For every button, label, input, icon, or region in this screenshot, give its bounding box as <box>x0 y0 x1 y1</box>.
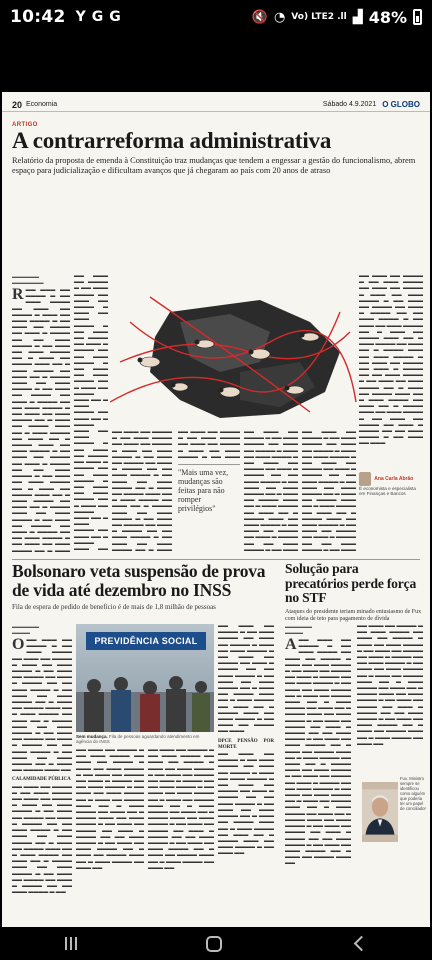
navigation-bar <box>0 927 432 960</box>
body-column: ▬▬▬▬▬▬ ▬▬▬▬ O ▬▬ ▬▬▬ ▬▬ ▬▬▬▬ ▬ ▬▬ ▬▬▬ ▬▬▬▬ ▬▬ ▬▬▬ ▬▬ ▬▬▬▬ ▬ ▬▬▬ ▬▬ ▬▬▬ ▬▬▬▬ ▬ ▬▬ ▬▬▬ ▬▬ ▬▬▬▬ ▬▬ ▬▬▬ ▬ ▬▬▬▬ ▬▬ ▬▬ ▬▬▬ ▬▬▬▬ ▬ ▬▬ ▬▬▬ ▬▬ ▬▬▬ ▬▬▬▬ ▬▬ ▬ ▬▬▬ ▬▬ ▬▬▬▬ ▬▬▬ ▬▬ ▬ ▬▬▬ ▬▬▬▬ ▬▬ ▬▬▬ ▬▬ ▬ ▬▬▬▬ ▬▬▬ ▬▬ ▬▬▬ ▬▬▬▬ ▬ ▬▬ ▬▬▬ ▬▬ ▬▬▬▬ ▬▬ ▬▬▬ ▬ ▬▬▬▬ ▬▬ ▬▬ ▬▬▬ ▬▬▬▬ ▬ ▬▬ ▬▬▬ ▬▬ ▬▬▬ ▬▬▬▬ ▬▬ ▬ ▬▬▬ ▬▬ ▬▬▬▬ ▬▬▬ ▬▬ CALAMIDADE PÚBLICA ▬▬ ▬▬▬ ▬▬ ▬▬▬▬ ▬ ▬▬ ▬▬▬ ▬▬▬▬ ▬▬ ▬▬▬ ▬▬ ▬▬▬▬ ▬ ▬▬▬ ▬▬ ▬▬▬ ▬▬▬▬ ▬ ▬▬ ▬▬▬ ▬▬ ▬▬▬▬ ▬▬ ▬▬▬ ▬ ▬▬▬▬ ▬▬ ▬▬ ▬▬▬ ▬▬▬▬ ▬ ▬▬ ▬▬▬ ▬▬ ▬▬▬ ▬▬▬▬ ▬▬ ▬ ▬▬▬ ▬▬ ▬▬▬▬ ▬▬▬ ▬▬ ▬ ▬▬▬ ▬▬▬▬ ▬▬ ▬▬▬ ▬▬ ▬ ▬▬▬▬ ▬▬▬ ▬▬ ▬▬▬ ▬▬▬▬ ▬ ▬▬ ▬▬▬ ▬▬ ▬▬▬▬ ▬▬ ▬▬▬ ▬ ▬▬▬▬ ▬▬ ▬▬ ▬▬▬ ▬▬▬▬ ▬ ▬▬ <box>12 624 72 896</box>
body-column: ▬▬ ▬▬▬ ▬▬ ▬▬▬▬ ▬ ▬▬ ▬▬▬ ▬▬▬▬ ▬▬ ▬▬▬ ▬▬ ▬▬▬▬ ▬ ▬▬▬ ▬▬ ▬▬▬ ▬▬▬▬ ▬ ▬▬ ▬▬▬ ▬▬ ▬▬▬▬ ▬▬ ▬▬▬ ▬ ▬▬▬▬ ▬▬ ▬▬ ▬▬▬ ▬▬▬▬ ▬ ▬▬ ▬▬▬ ▬▬ ▬▬▬ ▬▬▬▬ ▬▬ ▬ ▬▬▬ ▬▬ ▬▬▬▬ ▬▬▬ ▬▬ ▬ ▬▬▬ ▬▬▬▬ ▬▬ ▬▬▬ ▬▬ ▬ ▬▬▬▬ ▬▬▬ ▬▬ ▬▬▬ ▬▬▬▬ ▬ ▬▬ ▬▬▬ ▬▬ ▬▬▬▬ ▬▬ ▬▬▬ ▬ ▬▬▬▬ ▬▬ ▬▬ ▬▬▬ ▬▬▬▬ ▬ ▬▬ ▬▬▬ ▬▬ ▬▬▬ ▬▬▬▬ ▬▬ ▬ ▬▬▬ <box>112 430 172 553</box>
body-column: ▬▬ ▬▬▬ ▬▬ ▬▬▬▬ ▬ ▬▬ ▬▬▬ ▬▬▬▬ ▬▬ ▬▬▬ ▬▬ ▬▬▬▬ ▬ ▬▬▬ ▬▬ ▬▬▬ ▬▬▬▬ ▬ ▬▬ ▬▬▬ ▬▬ ▬▬▬▬ ▬▬ ▬▬▬ ▬ ▬▬▬▬ ▬▬ ▬▬ ▬▬▬ ▬▬▬▬ ▬ ▬▬ ▬▬▬ ▬▬ ▬▬▬ ▬▬▬▬ ▬▬ ▬ ▬▬▬ ▬▬ ▬▬▬▬ ▬▬▬ ▬▬ ▬ ▬▬▬ ▬▬▬▬ ▬▬ ▬▬▬ ▬▬ ▬ ▬▬▬▬ ▬▬▬ ▬▬ ▬▬▬ ▬▬▬▬ ▬ ▬▬ ▬▬▬ ▬▬ ▬▬▬▬ ▬▬ ▬▬▬ ▬ ▬▬▬▬ ▬▬ ▬▬ ▬▬▬ ▬▬▬▬ ▬ ▬▬ ▬▬▬ <box>302 430 356 553</box>
system-icons <box>252 8 422 27</box>
section-name: Economia <box>26 101 58 108</box>
body-column: ▬▬ ▬▬▬ ▬▬ ▬▬▬▬ ▬ ▬▬ ▬▬▬ ▬▬▬▬ ▬▬ ▬▬▬ ▬▬ ▬▬▬▬ ▬ ▬▬▬ ▬▬ ▬▬▬ ▬▬▬▬ ▬ ▬▬ ▬▬▬ ▬▬ ▬▬▬▬ ▬▬ ▬▬▬ ▬ ▬▬▬▬ ▬▬ ▬▬ ▬▬▬ ▬▬▬▬ ▬ ▬▬ ▬▬▬ ▬▬ ▬▬▬ ▬▬▬▬ ▬▬ ▬ ▬▬▬ ▬▬ ▬▬▬▬ ▬▬▬ ▬▬ ▬ ▬▬▬ ▬▬▬▬ ▬▬ ▬▬▬ ▬▬ ▬ ▬▬▬▬ ▬▬▬ ▬▬ ▬▬▬ ▬▬▬▬ ▬ ▬▬ ▬▬▬ ▬▬ ▬▬▬▬ ▬▬ ▬▬▬ ▬ ▬▬▬▬ ▬▬ ▬▬ ▬▬▬ ▬▬▬▬ ▬ ▬▬ ▬▬▬ ▬▬ ▬▬▬ ▬▬▬▬ ▬▬ ▬ ▬▬▬ ▬▬ ▬▬▬▬ ▬▬▬ ▬▬ ▬ ▬▬▬ ▬▬▬▬ ▬▬ ▬▬▬ ▬▬ ▬ ▬▬▬▬ ▬▬▬ ▬▬ ▬▬▬ ▬▬▬▬ ▬ ▬▬ ▬▬▬ ▬▬ ▬▬▬▬ ▬▬ ▬▬▬ ▬ ▬▬▬▬ ▬▬ ▬▬ ▬▬▬ ▬▬▬▬ ▬ ▬▬ ▬▬▬ ▬▬ ▬▬▬ <box>359 274 423 447</box>
main-article-body <box>2 274 430 560</box>
page-number: 20 <box>12 99 23 110</box>
battery-percent: 48% <box>368 7 407 27</box>
precatorios-headline: Solução para precatórios perde força no STF <box>285 561 417 605</box>
drop-cap: O <box>12 636 25 653</box>
body-column: ▬▬ ▬▬▬ ▬▬ ▬▬▬▬ ▬ ▬▬ ▬▬▬ ▬▬▬▬ ▬▬ ▬▬▬ ▬▬ ▬▬▬▬ ▬ ▬▬▬ ▬▬ ▬▬▬ ▬▬▬▬ ▬ ▬▬ ▬▬▬ <box>178 430 240 460</box>
author-bio: É economista e especialista em Finanças e Bancos <box>359 486 416 497</box>
google-notification-icon: G <box>91 9 104 25</box>
fux-portrait <box>362 782 398 842</box>
bolsonaro-headline: Bolsonaro veta suspensão de prova de vida até dezembro no INSS <box>12 561 266 600</box>
section-divider <box>12 559 420 560</box>
pull-quote: "Mais uma vez, mudanças são feitas para não romper privilégios" <box>178 464 240 513</box>
recents-button[interactable] <box>65 937 77 950</box>
newspaper-page[interactable] <box>2 92 430 927</box>
caption-text: Fila de pessoas aguardando atendimento em agência do INSS <box>76 734 200 745</box>
google-notification-icon: G <box>109 9 121 25</box>
author-box <box>359 472 423 497</box>
bolsonaro-deck: Fila de espera de pedido de benefício é de mais de 1,8 milhão de pessoas <box>12 603 216 611</box>
byline: ▬▬▬▬▬▬ ▬▬▬▬▬▬▬ <box>12 274 44 285</box>
battery-icon <box>413 9 422 25</box>
page-date: Sábado 4.9.2021 <box>322 101 377 108</box>
body-column: ▬▬ ▬▬▬ ▬▬ ▬▬▬▬ ▬ ▬▬ ▬▬▬ ▬▬▬▬ ▬▬ ▬▬▬ ▬▬ ▬▬▬▬ ▬ ▬▬▬ ▬▬ ▬▬▬ ▬▬▬▬ ▬ ▬▬ ▬▬▬ ▬▬ ▬▬▬▬ ▬▬ ▬▬▬ ▬ ▬▬▬▬ ▬▬ ▬▬ ▬▬▬ ▬▬▬▬ ▬ ▬▬ ▬▬▬ ▬▬ ▬▬▬ ▬▬▬▬ ▬▬ ▬ ▬▬▬ ▬▬ ▬▬▬▬ ▬▬▬ ▬▬ ▬ ▬▬▬ ▬▬▬▬ ▬▬ ▬▬▬ ▬▬ ▬ ▬▬▬▬ ▬▬▬ ▬▬ ▬▬▬ ▬▬▬▬ ▬ ▬▬ ▬▬▬ ▬▬ ▬▬▬▬ ▬▬ ▬▬▬ ▬ ▬▬▬▬ ▬▬ ▬▬ ▬▬▬ ▬▬▬▬ ▬ ▬▬ ▬▬▬ ▬▬ ▬▬▬ ▬▬▬▬ ▬▬ ▬ ▬▬▬ ▬▬ ▬▬▬▬ ▬▬▬ ▬▬ ▬ ▬▬▬ ▬▬▬▬ ▬▬ ▬▬▬ ▬▬ <box>357 624 423 747</box>
precatorios-deck: Ataques do presidente teriam minado entusiasmo de Fux com ideia de teto para pagamento de dívida <box>285 608 422 622</box>
article-kicker: ARTIGO <box>12 122 38 128</box>
main-headline: A contrarreforma administrativa <box>12 128 332 153</box>
signal-icon: ▟ <box>352 9 363 25</box>
drop-cap: A <box>285 636 297 653</box>
clock: 10:42 <box>10 7 66 27</box>
body-column: ▬▬▬▬▬▬ ▬▬▬▬▬▬▬ R ▬▬ ▬▬▬ ▬▬ ▬▬▬▬ ▬ ▬▬ ▬▬▬ ▬▬▬▬ ▬▬ ▬▬▬ ▬▬ ▬▬▬▬ ▬ ▬▬▬ ▬▬ ▬▬▬ ▬▬▬▬ ▬ ▬▬ ▬▬▬ ▬▬ ▬▬▬▬ ▬▬ ▬▬▬ ▬ ▬▬▬▬ ▬▬ ▬▬ ▬▬▬ ▬▬▬▬ ▬ ▬▬ ▬▬▬ ▬▬ ▬▬▬ ▬▬▬▬ ▬▬ ▬ ▬▬▬ ▬▬ ▬▬▬▬ ▬▬▬ ▬▬ ▬ ▬▬▬ ▬▬▬▬ ▬▬ ▬▬▬ ▬▬ ▬ ▬▬▬▬ ▬▬▬ ▬▬ ▬▬▬ ▬▬▬▬ ▬ ▬▬ ▬▬▬ ▬▬ ▬▬▬▬ ▬▬ ▬▬▬ ▬ ▬▬▬▬ ▬▬ ▬▬ ▬▬▬ ▬▬▬▬ ▬ ▬▬ ▬▬▬ ▬▬ ▬▬▬ ▬▬▬▬ ▬▬ ▬ ▬▬▬ ▬▬ ▬▬▬▬ ▬▬▬ ▬▬ ▬ ▬▬▬ ▬▬▬▬ ▬▬ ▬▬▬ ▬▬ ▬ ▬▬▬▬ ▬▬▬ ▬▬ ▬▬▬ ▬▬▬▬ ▬ ▬▬ ▬▬▬ ▬▬ ▬▬▬▬ ▬▬ ▬▬▬ ▬ ▬▬▬▬ ▬▬ ▬▬ ▬▬▬ ▬▬▬▬ ▬ ▬▬ ▬▬▬ ▬▬ ▬▬▬ ▬▬▬▬ ▬▬ ▬ ▬▬▬ ▬▬ ▬▬▬▬ ▬▬▬ ▬▬ ▬ ▬▬▬ ▬▬▬▬ ▬▬ ▬▬▬ ▬▬ ▬ ▬▬▬▬ ▬▬▬ ▬▬ ▬▬▬ ▬▬▬▬ ▬ ▬▬ ▬▬▬ ▬▬ ▬▬▬▬ ▬▬ ▬▬▬ ▬ ▬▬▬▬ ▬▬ ▬▬ ▬▬▬ ▬▬▬▬ ▬ ▬▬ ▬▬▬ ▬▬ ▬▬▬ ▬▬▬▬ ▬▬ ▬ ▬▬▬ <box>12 274 70 554</box>
back-button[interactable] <box>354 936 370 952</box>
body-column: ▬▬ ▬▬▬ ▬▬ ▬▬▬▬ ▬ ▬▬ ▬▬▬ ▬▬▬▬ ▬▬ ▬▬▬ ▬▬ ▬▬▬▬ ▬ ▬▬▬ ▬▬ ▬▬▬ ▬▬▬▬ ▬ ▬▬ ▬▬▬ ▬▬ ▬▬▬▬ ▬▬ ▬▬▬ ▬ ▬▬▬▬ ▬▬ ▬▬ ▬▬▬ ▬▬▬▬ ▬ ▬▬ ▬▬▬ ▬▬ ▬▬▬ ▬▬▬▬ ▬▬ ▬ ▬▬▬ ▬▬ ▬▬▬▬ ▬▬▬ ▬▬ ▬ ▬▬▬ ▬▬▬▬ ▬▬ ▬▬▬ ▬▬ ▬ ▬▬▬▬ ▬▬▬ ▬▬ ▬▬▬ ▬▬▬▬ ▬ ▬▬ ▬▬▬ ▬▬ ▬▬▬▬ ▬▬ ▬▬▬ ▬ ▬▬▬▬ ▬▬ ▬▬ ▬▬▬ ▬▬▬▬ ▬ ▬▬ ▬▬▬ ▬▬ ▬▬▬ ▬▬▬▬ ▬▬ ▬ ▬▬▬ ▬▬ ▬▬▬▬ ▬▬▬ ▬▬ ▬ ▬▬▬ ▬▬▬▬ ▬▬ ▬▬▬ ▬▬ <box>76 748 144 871</box>
home-button[interactable] <box>206 936 222 952</box>
caption-label: Sem mudança. <box>76 734 108 739</box>
body-column: ▬▬ ▬▬▬ ▬▬ ▬▬▬▬ ▬ ▬▬ ▬▬▬ ▬▬▬▬ ▬▬ ▬▬▬ ▬▬ ▬▬▬▬ ▬ ▬▬▬ ▬▬ ▬▬▬ ▬▬▬▬ ▬ ▬▬ ▬▬▬ ▬▬ ▬▬▬▬ ▬▬ ▬▬▬ ▬ ▬▬▬▬ ▬▬ ▬▬ ▬▬▬ ▬▬▬▬ ▬ ▬▬ ▬▬▬ ▬▬ ▬▬▬ ▬▬▬▬ ▬▬ ▬ ▬▬▬ ▬▬ ▬▬▬▬ ▬▬▬ ▬▬ ▬ ▬▬▬ ▬▬▬▬ ▬▬ ▬▬▬ ▬▬ ▬ ▬▬▬▬ ▬▬▬ ▬▬ ▬▬▬ ▬▬▬▬ ▬ ▬▬ ▬▬▬ ▬▬ ▬▬▬▬ ▬▬ ▬▬▬ ▬ ▬▬▬▬ ▬▬ ▬▬ ▬▬▬ ▬▬▬▬ ▬ ▬▬ ▬▬▬ ▬▬ ▬▬▬ ▬▬▬▬ ▬▬ ▬ ▬▬▬ ▬▬ ▬▬▬▬ ▬▬▬ ▬▬ ▬ ▬▬▬ ▬▬▬▬ ▬▬ ▬▬▬ ▬▬ <box>148 748 214 871</box>
drop-cap: R <box>12 286 24 303</box>
body-column: ▬▬ ▬▬▬ ▬▬ ▬▬▬▬ ▬ ▬▬ ▬▬▬ ▬▬▬▬ ▬▬ ▬▬▬ ▬▬ ▬▬▬▬ ▬ ▬▬▬ ▬▬ ▬▬▬ ▬▬▬▬ ▬ ▬▬ ▬▬▬ ▬▬ ▬▬▬▬ ▬▬ ▬▬▬ ▬ ▬▬▬▬ ▬▬ ▬▬ ▬▬▬ ▬▬▬▬ ▬ ▬▬ ▬▬▬ ▬▬ ▬▬▬ ▬▬▬▬ ▬▬ ▬ ▬▬▬ ▬▬ ▬▬▬▬ ▬▬▬ ▬▬ ▬ ▬▬▬ ▬▬▬▬ ▬▬ ▬▬▬ ▬▬ ▬ ▬▬▬▬ ▬▬▬ ▬▬ ▬▬▬ ▬▬▬▬ ▬ ▬▬ ▬▬▬ ▬▬ ▬▬▬▬ ▬▬ ▬▬▬ ▬ ▬▬▬▬ ▬▬ ▬▬ ▬▬▬ ▬▬▬▬ ▬ ▬▬ ▬▬▬ ▬▬ ▬▬▬ ▬▬▬▬ ▬▬ ▬ ▬▬▬ ▬▬ ▬▬▬▬ ▬▬▬ ▬▬ ▬ ▬▬▬ ▬▬▬▬ ▬▬ ▬▬▬ ▬▬ ▬ ▬▬▬▬ ▬▬▬ ▬▬ <box>74 274 108 552</box>
inss-photo <box>76 624 214 732</box>
body-column: ▬▬ ▬▬▬ ▬▬ ▬▬▬▬ ▬ ▬▬ ▬▬▬ ▬▬▬▬ ▬▬ ▬▬▬ ▬▬ ▬▬▬▬ ▬ ▬▬▬ ▬▬ ▬▬▬ ▬▬▬▬ ▬ ▬▬ ▬▬▬ ▬▬ ▬▬▬▬ ▬▬ ▬▬▬ ▬ ▬▬▬▬ ▬▬ ▬▬ ▬▬▬ ▬▬▬▬ ▬ ▬▬ ▬▬▬ ▬▬ ▬▬▬ ▬▬▬▬ ▬▬ ▬ ▬▬▬ ▬▬ ▬▬▬▬ ▬▬▬ ▬▬ ▬ ▬▬▬ ▬▬▬▬ ▬▬ ▬▬▬ ▬▬ ▬ ▬▬▬▬ ▬▬▬ ▬▬ ▬▬▬ ▬▬▬▬ ▬ ▬▬ ▬▬▬ ▬▬ ▬▬▬▬ ▬▬ ▬▬▬ DPCE PENSÃO POR MORTE ▬▬ ▬▬▬ ▬▬ ▬▬▬▬ ▬ ▬▬ ▬▬▬ ▬▬▬▬ ▬▬ ▬▬▬ ▬▬ ▬▬▬▬ ▬ ▬▬▬ ▬▬ ▬▬▬ ▬▬▬▬ ▬ ▬▬ ▬▬▬ ▬▬ ▬▬▬▬ ▬▬ ▬▬▬ ▬ ▬▬▬▬ ▬▬ ▬▬ ▬▬▬ ▬▬▬▬ ▬ ▬▬ ▬▬▬ ▬▬ ▬▬▬ ▬▬▬▬ ▬▬ ▬ ▬▬▬ ▬▬ ▬▬▬▬ ▬▬▬ ▬▬ ▬ ▬▬▬ ▬▬▬▬ ▬▬ ▬▬▬ ▬▬ ▬ ▬▬▬▬ ▬▬▬ ▬▬ ▬▬▬ ▬▬▬▬ ▬ ▬▬ ▬▬▬ ▬▬ <box>218 624 274 857</box>
photo-caption <box>76 734 214 745</box>
newspaper-logo: O GLOBO <box>382 100 420 109</box>
page-header <box>2 98 430 112</box>
subhead: DPCE PENSÃO POR MORTE <box>218 738 274 750</box>
mute-icon: 🔇 <box>251 9 268 25</box>
main-deck: Relatório da proposta de emenda à Constituição traz mudanças que tendem a engessar a gestão do funcionalismo, abrem espaço para judicialização e dificultam avanços que já chegaram ao país com 20 anos de atraso <box>12 156 416 176</box>
people-in-line <box>76 662 214 732</box>
subhead: CALAMIDADE PÚBLICA <box>12 777 71 783</box>
notification-icons <box>76 9 121 25</box>
author-avatar <box>359 472 371 486</box>
photo-sign: PREVIDÊNCIA SOCIAL <box>86 632 206 650</box>
wifi-icon: ◔ <box>273 9 286 25</box>
lte-indicator: Vo) LTE2 .ll <box>291 11 347 22</box>
body-column: ▬▬▬▬▬▬ ▬▬▬▬ A ▬▬ ▬▬▬ ▬▬ ▬▬▬▬ ▬ ▬▬ ▬▬▬ ▬▬▬▬ ▬▬ ▬▬▬ ▬▬ ▬▬▬▬ ▬ ▬▬▬ ▬▬ ▬▬▬ ▬▬▬▬ ▬ ▬▬ ▬▬▬ ▬▬ ▬▬▬▬ ▬▬ ▬▬▬ ▬ ▬▬▬▬ ▬▬ ▬▬ ▬▬▬ ▬▬▬▬ ▬ ▬▬ ▬▬▬ ▬▬ ▬▬▬ ▬▬▬▬ ▬▬ ▬ ▬▬▬ ▬▬ ▬▬▬▬ ▬▬▬ ▬▬ ▬ ▬▬▬ ▬▬▬▬ ▬▬ ▬▬▬ ▬▬ ▬ ▬▬▬▬ ▬▬▬ ▬▬ ▬▬▬ ▬▬▬▬ ▬ ▬▬ ▬▬▬ ▬▬ ▬▬▬▬ ▬▬ ▬▬▬ ▬ ▬▬▬▬ ▬▬ ▬▬ ▬▬▬ ▬▬▬▬ ▬ ▬▬ ▬▬▬ ▬▬ ▬▬▬ ▬▬▬▬ ▬▬ ▬ ▬▬▬ ▬▬ ▬▬▬▬ ▬▬▬ ▬▬ ▬ ▬▬▬ ▬▬▬▬ ▬▬ ▬▬▬ ▬▬ ▬ ▬▬▬▬ ▬▬▬ ▬▬ ▬▬▬ ▬▬▬▬ ▬ ▬▬ ▬▬▬ ▬▬ ▬▬▬▬ ▬▬ ▬▬▬ ▬ ▬▬▬▬ ▬▬ ▬▬ ▬▬▬ ▬▬▬▬ ▬ ▬▬ ▬▬▬ ▬▬ ▬▬▬ ▬▬▬▬ ▬▬ ▬ ▬▬▬ ▬▬ ▬▬▬▬ ▬▬▬ ▬▬ ▬ ▬▬▬ ▬▬▬▬ ▬▬ ▬▬▬ ▬▬ ▬ ▬▬▬▬ ▬▬▬ ▬▬ ▬▬▬ ▬▬▬▬ ▬ ▬▬ ▬▬▬ ▬▬ ▬▬▬▬ ▬▬ ▬▬▬ ▬ ▬▬▬▬ ▬▬ ▬▬ ▬▬▬ ▬▬▬▬ ▬ ▬▬ ▬▬▬ ▬▬ ▬▬▬ ▬▬▬▬ ▬▬ ▬ ▬▬▬ ▬▬ ▬▬▬▬ ▬▬▬ ▬▬ <box>285 624 351 867</box>
map-illustration <box>110 292 358 426</box>
portrait-caption: Fux. Ministro sempre se identificou como alguém que poderia ter um papel de conciliador <box>400 776 426 811</box>
body-column: ▬▬ ▬▬▬ ▬▬ ▬▬▬▬ ▬ ▬▬ ▬▬▬ ▬▬▬▬ ▬▬ ▬▬▬ ▬▬ ▬▬▬▬ ▬ ▬▬▬ ▬▬ ▬▬▬ ▬▬▬▬ ▬ ▬▬ ▬▬▬ ▬▬ ▬▬▬▬ ▬▬ ▬▬▬ ▬ ▬▬▬▬ ▬▬ ▬▬ ▬▬▬ ▬▬▬▬ ▬ ▬▬ ▬▬▬ ▬▬ ▬▬▬ ▬▬▬▬ ▬▬ ▬ ▬▬▬ ▬▬ ▬▬▬▬ ▬▬▬ ▬▬ ▬ ▬▬▬ ▬▬▬▬ ▬▬ ▬▬▬ ▬▬ ▬ ▬▬▬▬ ▬▬▬ ▬▬ ▬▬▬ ▬▬▬▬ ▬ ▬▬ ▬▬▬ ▬▬ ▬▬▬▬ ▬▬ ▬▬▬ ▬ ▬▬▬▬ ▬▬ ▬▬ ▬▬▬ ▬▬▬▬ ▬ ▬▬ ▬▬▬ <box>244 430 298 553</box>
status-bar <box>0 0 432 34</box>
bolsonaro-article[interactable] <box>12 561 274 896</box>
app-notification-icon: Y <box>75 9 86 25</box>
author-name: Ana Carla Abrão <box>374 476 414 483</box>
